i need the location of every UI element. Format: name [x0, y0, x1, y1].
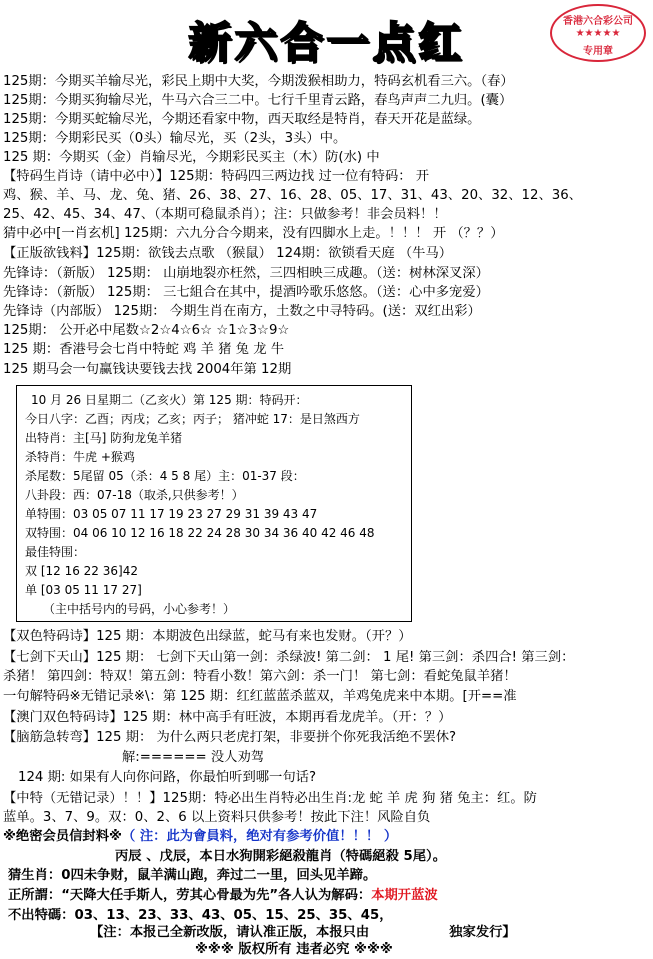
box-line: 最佳特围：: [25, 545, 86, 559]
box-line: 杀特肖：牛虎 +猴鸡: [25, 450, 135, 464]
members-note: （ 注：此为會員料，绝对有参考价值！！！ ）: [121, 829, 398, 844]
seal-stars: ★★★★★: [575, 28, 621, 39]
riddle-text: 0四未争财，鼠羊满山跑，奔过二一里，回头见羊蹄。: [61, 868, 377, 883]
text-line: 解:====== 没人劝驾: [122, 750, 265, 765]
text-line: 先锋诗：（新版） 125期： 山崩地裂亦枉然，三四相映三成趣。（送：树林深叉深）: [3, 266, 489, 281]
text-line: 125 期：香港号会七肖中特蛇 鸡 羊 猪 兔 龙 牛: [3, 342, 285, 357]
riddle-line: [8, 866, 376, 885]
members-prefix: ※绝密会员信封料※: [3, 829, 122, 844]
text-line: 【中特（无错记录）！！】125期：特必出生肖特必出生肖:龙 蛇 羊 虎 狗 猪 兔主：红。防: [3, 791, 537, 806]
box-line: 八卦段：西：07-18（取杀,只供参考！）: [25, 488, 244, 502]
box-line: 单特围：03 05 07 11 17 19 23 27 29 31 39 43 47: [25, 507, 318, 521]
saying-line: [8, 886, 438, 905]
seal-subtitle: 专用章: [583, 46, 613, 57]
notout-label: 不出特碼：: [8, 908, 75, 923]
box-line: 出特肖：主[马] 防狗龙兔羊猪: [25, 431, 183, 445]
riddle-label: 猜生肖：: [8, 868, 62, 883]
text-line: 【澳门双色特码诗】125 期：林中高手有旺波，本期再看龙虎羊。（开：？）: [3, 710, 452, 725]
note-text: 【注：本报己全新改版，请认准正版，本报只由: [90, 925, 370, 940]
forecast-box: [16, 385, 412, 622]
publisher-text: 独家发行】: [449, 925, 516, 940]
text-line: 【正版欲钱料】125期：欲钱去点歌 （猴鼠） 124期：欲锁看天庭 （牛马）: [3, 246, 453, 261]
copyright-line: ※※※ 版权所有 违者必究 ※※※: [195, 942, 393, 957]
text-line: 25、42、45、34、47、（本期可稳鼠杀肖）；注：只做参考！非会员料！！: [3, 207, 447, 222]
text-line: 【双色特码诗】125 期：本期波色出绿蓝，蛇马有来也发财。（开？）: [3, 629, 412, 644]
text-line: 鸡、猴、羊、马、龙、兔、猪、26、38、27、16、28、05、17、31、43、20、32、12、36、: [3, 188, 582, 203]
page-title: 新六合一点红: [188, 18, 465, 67]
text-line: 125期： 公开必中尾数☆2☆4☆6☆ ☆1☆3☆9☆: [3, 323, 290, 338]
box-line: 今日八字：乙酉；丙戌；乙亥；丙子； 猪冲蛇 17：是日煞西方: [25, 412, 360, 426]
text-line: 125期：今期买蛇输尽光，今期还看家中物，西天取经是特肖，春天开花是蓝绿。: [3, 112, 481, 127]
seal-company-name: 香港六合彩公司: [563, 16, 633, 27]
box-line: 双 [12 16 22 36]42: [25, 564, 138, 578]
members-line: [3, 827, 397, 846]
box-line: （主中括号内的号码，小心参考！）: [43, 602, 236, 616]
text-line: 125期：今期买羊输尽光，彩民上期中大奖，今期泼猴相助力，特码玄机看三六。（春）: [3, 74, 514, 89]
text-line: 一句解特码※无错记录※\：第 125 期：红红蓝蓝杀蓝双，羊鸡兔虎来中本期。[开==准: [3, 689, 517, 704]
notout-numbers: 03、13、23、33、43、05、15、25、35、45，: [74, 908, 393, 923]
text-line: 猜中必中[一肖玄机] 125期：六九分合今期来，没有四脚水上走。！！！ 开 （？？）: [3, 226, 504, 241]
text-line: 125期：今期买狗输尽光，牛马六合三二中。七行千里青云路，春鸟声声二九归。(囊）: [3, 93, 513, 108]
text-line: 【七剑下天山】125 期： 七剑下天山第一剑：杀绿波! 第二剑： 1 尾! 第三剑：杀四合! 第三剑：: [3, 650, 575, 665]
text-line: 先锋诗（内部版） 125期： 今期生肖在南方，土数之中寻特码。(送：双红出彩）: [3, 304, 481, 319]
saying-label: 正所謂：: [8, 888, 62, 903]
box-line: 杀尾数：5尾留 05（杀：4 5 8 尾）主：01-37 段：: [25, 469, 305, 483]
text-line: 125期：今期彩民买（0头）输尽光，买（2头，3头）中。: [3, 131, 347, 146]
text-line: 124 期: 如果有人向你问路，你最怕听到哪一句话?: [18, 770, 317, 785]
box-line: 10 月 26 日星期二（乙亥火）第 125 期：特码开：: [31, 393, 308, 407]
box-line: 双特围：04 06 10 12 16 18 22 24 28 30 34 36 40 42 46 48: [25, 526, 375, 540]
text-line: 125 期：今期买（金）肖输尽光，今期彩民买主（木）防(水) 中: [3, 150, 380, 165]
box-line: 单 [03 05 11 17 27]: [25, 583, 142, 597]
kill-line: 丙辰 、戊辰，本日水狗開彩絕殺龍肖（特碼絕殺 5尾）。: [115, 849, 446, 864]
text-line: 先锋诗：（新版） 125期： 三七組合在其中，提酒吟歌乐悠悠。（送：心中多宠爱）: [3, 285, 489, 300]
company-seal: [550, 4, 646, 62]
text-line: 【特码生肖诗（请中必中）】125期：特码四三两边找 过一位有特码： 开: [3, 169, 430, 184]
text-line: 蓝单。3、7、9。双：0、2、6 以上资料只供参考！按此下注！风险自负: [3, 810, 431, 825]
text-line: 【脑筋急转弯】125 期： 为什么两只老虎打架，非要拼个你死我活绝不罢休?: [3, 730, 457, 745]
text-line: 125 期马会一句赢钱诀要钱去找 2004年第 12期: [3, 362, 292, 377]
saying-answer: 本期开蓝波: [371, 888, 438, 903]
text-line: 杀猪！ 第四剑：特双！第五剑：特看小数！第六剑：杀一门！ 第七剑：看蛇兔鼠羊猪！: [3, 669, 517, 684]
saying-text: “天降大任手斯人，劳其心骨最为先”各人认为解码：: [61, 888, 372, 903]
